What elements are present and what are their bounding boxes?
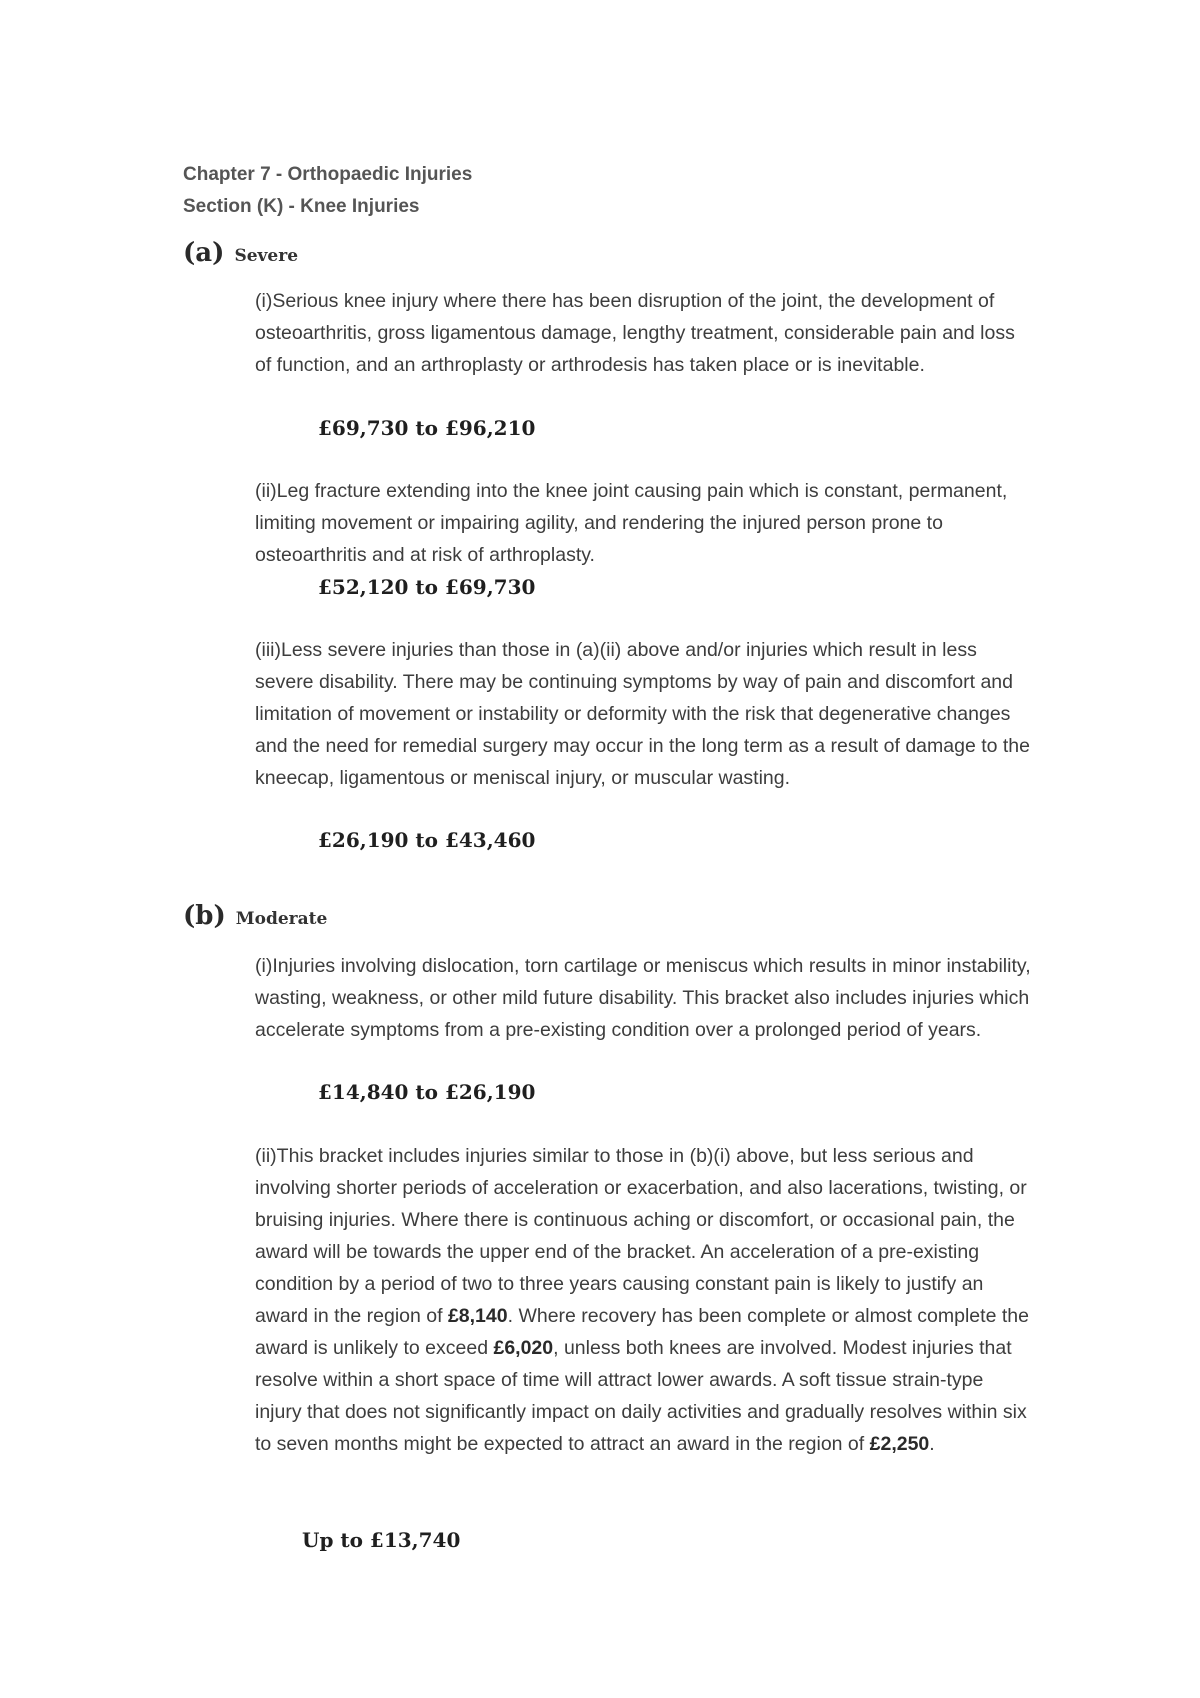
award-figure-2250: £2,250	[869, 1433, 930, 1455]
part-a-item-3-text: (iii)Less severe injuries than those in (a)(ii) above and/or injuries which result in less severe disability. There may be continuing symptoms by way of pain and discomfort and limitation of movement or instability or deformity with the risk that degenerative changes and the need for remedial surgery may occur in the long term as a result of damage to the kneecap, ligamentous or meniscal injury, or muscular wasting.	[255, 639, 1031, 789]
part-a-letter: (a)	[183, 238, 225, 268]
part-a-heading	[183, 238, 298, 268]
part-b-item-1-text: (i)Injuries involving dislocation, torn cartilage or meniscus which results in minor instability, wasting, weakness, or other mild future disability. This bracket also includes injuries which accelerate symptoms from a pre-existing condition over a prolonged period of years.	[255, 955, 1031, 1041]
part-a-item-2-text: (ii)Leg fracture extending into the knee joint causing pain which is constant, permanent, limiting movement or impairing agility, and rendering the injured person prone to osteoarthritis and at risk of arthroplasty.	[255, 480, 1008, 566]
part-b-item-2-text-segment: . Where recovery has been complete or almost complete the award is unlikely to exceed	[255, 1305, 1029, 1359]
part-b-item-2-amount: Up to £13,740	[302, 1528, 461, 1552]
part-a-item-2-amount: £52,120 to £69,730	[318, 575, 536, 599]
award-figure-6020: £6,020	[493, 1337, 554, 1359]
part-b-item-2-text-segment: .	[929, 1433, 935, 1455]
part-b-item-2-text-segment: , unless both knees are involved. Modest injuries that resolve within a short space of time will attract lower awards. A soft tissue strain-type injury that does not significantly impact on daily activities and gradually resolves within six to seven months might be expected to attract an award in the region of	[255, 1337, 1027, 1455]
part-b-label: Moderate	[235, 909, 328, 929]
part-b-item-2-text-segment: (ii)This bracket includes injuries similar to those in (b)(i) above, but less serious and involving shorter periods of acceleration or exacerbation, and also lacerations, twisting, or bruising injuries. Where there is continuous aching or discomfort, or occasional pain, the award will be towards the upper end of the bracket. An acceleration of a pre-existing condition by a period of two to three years causing constant pain is likely to justify an award in the region of	[255, 1145, 1027, 1327]
part-a-item-1-amount: £69,730 to £96,210	[318, 416, 536, 440]
part-b-item-2-text	[255, 1140, 1035, 1460]
award-figure-8140: £8,140	[447, 1305, 508, 1327]
part-b-heading	[183, 901, 327, 931]
section-title: Section (K) - Knee Injuries	[183, 196, 420, 217]
part-a-item-3-amount: £26,190 to £43,460	[318, 828, 536, 852]
part-a-item-1-text: (i)Serious knee injury where there has been disruption of the joint, the development of osteoarthritis, gross ligamentous damage, lengthy treatment, considerable pain and loss of function, and an arthroplasty or arthrodesis has taken place or is inevitable.	[255, 290, 1015, 376]
part-b-item-1-amount: £14,840 to £26,190	[318, 1080, 536, 1104]
part-b-letter: (b)	[183, 901, 226, 931]
chapter-title: Chapter 7 - Orthopaedic Injuries	[183, 164, 473, 185]
part-a-label: Severe	[234, 246, 299, 266]
